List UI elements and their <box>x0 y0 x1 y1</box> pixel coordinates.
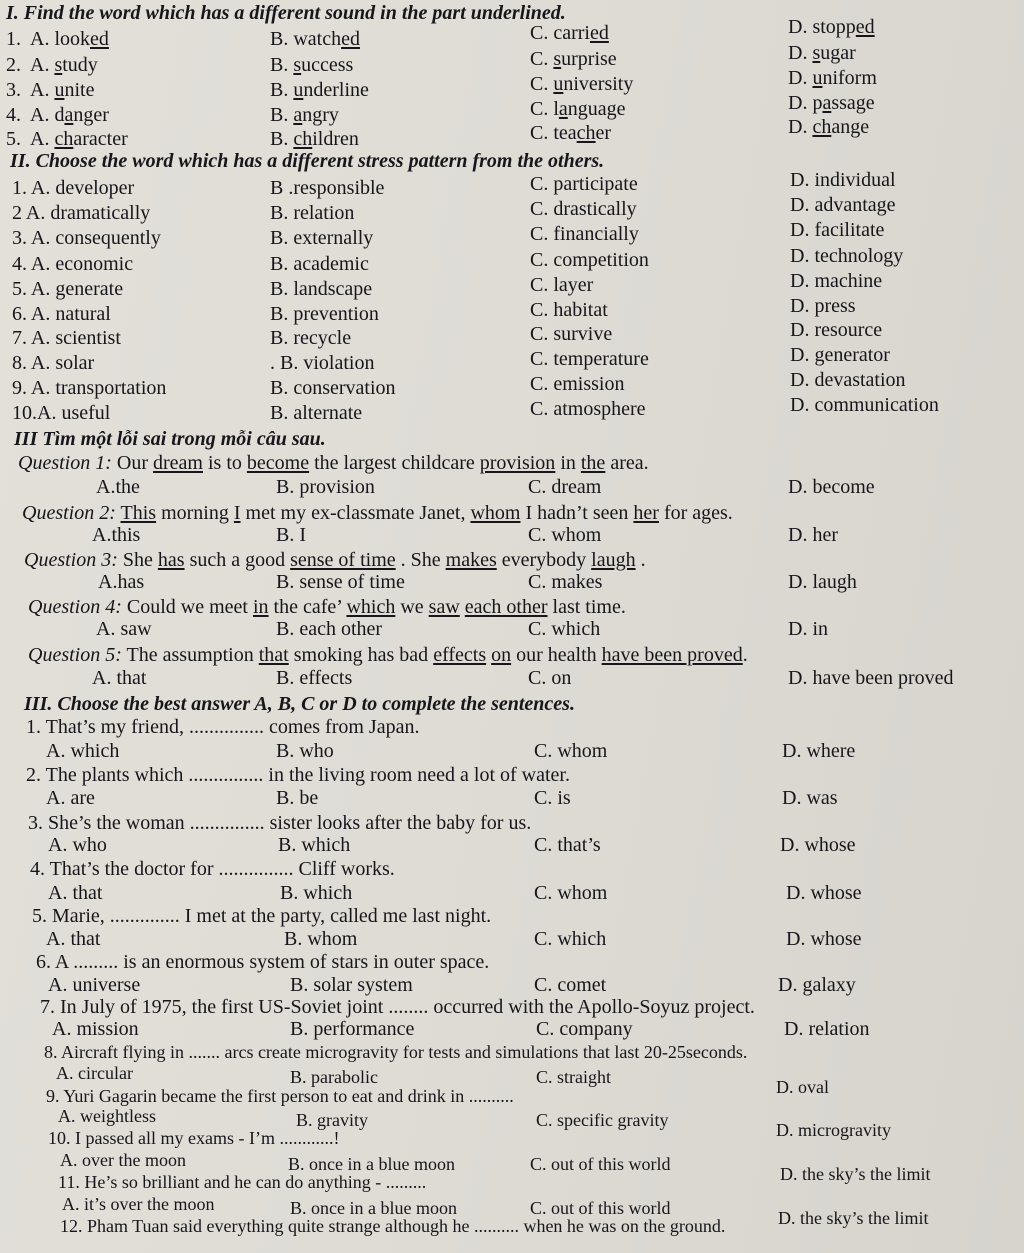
underlined-part: a <box>822 92 832 114</box>
option-b[interactable]: B. parabolic <box>290 1067 378 1087</box>
option-a[interactable]: 3. A. consequently <box>12 227 161 249</box>
option-a[interactable]: 7. A. scientist <box>12 327 121 349</box>
question-row <box>0 16 1024 52</box>
option-a[interactable]: A.this <box>92 524 141 546</box>
section-2-heading: II. Choose the word which has a different stress pattern from the others. <box>10 150 605 172</box>
option-b[interactable]: B. underline <box>270 79 369 101</box>
option-a[interactable]: A.has <box>98 571 145 593</box>
option-b[interactable]: B. each other <box>276 618 383 640</box>
underlined-part: u <box>812 67 823 89</box>
option-d[interactable]: D. individual <box>790 169 896 191</box>
option-a[interactable]: A. who <box>48 834 107 856</box>
option-d[interactable]: D. whose <box>780 834 856 856</box>
underlined-part: s <box>553 48 562 70</box>
question-label: Question 1: <box>18 452 112 474</box>
option-c[interactable]: C. comet <box>534 974 607 996</box>
option-a[interactable]: A. that <box>46 928 101 950</box>
option-c[interactable]: C. straight <box>536 1067 611 1087</box>
answer-row <box>0 524 1024 548</box>
option-c[interactable]: C. university <box>530 73 634 95</box>
option-c[interactable]: C. out of this world <box>530 1154 671 1174</box>
question-label: Question 5: <box>28 644 122 666</box>
underlined-part: ed <box>90 28 109 50</box>
option-a[interactable]: A. that <box>92 667 147 689</box>
option-c[interactable]: C. specific gravity <box>536 1110 669 1130</box>
underlined-part: u <box>293 79 304 101</box>
option-c[interactable]: C. is <box>534 787 571 809</box>
option-a[interactable]: 6. A. natural <box>12 303 111 325</box>
option-b[interactable]: B. relation <box>270 202 355 224</box>
question-number: 5. <box>6 128 21 150</box>
option-a[interactable]: A.the <box>96 476 140 498</box>
option-c[interactable]: C. company <box>536 1018 633 1040</box>
option-a[interactable]: A. mission <box>52 1018 139 1040</box>
option-c[interactable]: C. language <box>530 98 626 120</box>
option-a[interactable]: A. looked <box>30 28 109 50</box>
question-sentence: 8. Aircraft flying in ....... arcs create microgravity for tests and simulations that last 20-25seconds. <box>44 1042 748 1062</box>
question-number: 3. <box>6 79 21 101</box>
underlined-part: become <box>246 452 310 474</box>
question-label: Question 3: <box>24 549 118 571</box>
question-sentence: Question 3: She has such a good sense of time . She makes everybody laugh . <box>24 549 646 571</box>
option-d[interactable]: D. in <box>788 618 828 640</box>
option-c[interactable]: C. emission <box>530 373 625 395</box>
underlined-part: on <box>491 644 512 666</box>
option-d[interactable]: D. microgravity <box>776 1120 891 1140</box>
underlined-part: which <box>346 596 396 618</box>
answer-row <box>0 834 1024 858</box>
option-b[interactable]: B. I <box>276 524 306 546</box>
option-a[interactable]: 1. A. developer <box>12 177 135 199</box>
option-b[interactable]: B .responsible <box>270 177 385 199</box>
option-b[interactable]: B. performance <box>290 1018 415 1040</box>
question-row <box>0 92 1024 128</box>
option-a[interactable]: 5. A. generate <box>12 278 124 300</box>
option-c[interactable]: C. participate <box>530 173 638 195</box>
underlined-part: a <box>64 104 74 126</box>
underlined-part: a <box>293 104 303 126</box>
question-label: Question 4: <box>28 596 122 618</box>
option-c[interactable]: C. makes <box>528 571 603 593</box>
underlined-part: that <box>258 644 289 666</box>
option-d[interactable]: D. communication <box>790 394 939 416</box>
option-c[interactable]: C. layer <box>530 274 594 296</box>
underlined-part: ch <box>54 128 74 150</box>
option-d[interactable]: D. facilitate <box>790 219 885 241</box>
underlined-part: s <box>812 42 821 64</box>
option-c[interactable]: C. dream <box>528 476 602 498</box>
answer-row <box>0 618 1024 642</box>
option-b[interactable]: B. prevention <box>270 303 379 325</box>
option-d[interactable]: D. devastation <box>790 369 906 391</box>
underlined-part: I <box>233 502 241 524</box>
answer-row <box>0 476 1024 500</box>
option-a[interactable]: 2 A. dramatically <box>12 202 151 224</box>
option-d[interactable]: D. whose <box>786 928 862 950</box>
option-c[interactable]: C. temperature <box>530 348 649 370</box>
underlined-part: effects <box>433 644 487 666</box>
option-d[interactable]: D. machine <box>790 270 883 292</box>
underlined-part: ch <box>576 122 596 144</box>
underlined-part: whom <box>470 502 521 524</box>
option-c[interactable]: C. on <box>528 667 572 689</box>
answer-row <box>0 667 1024 691</box>
question-sentence: 2. The plants which ............... in the living room need a lot of water. <box>26 764 570 786</box>
option-d[interactable]: D. where <box>782 740 856 762</box>
option-a[interactable]: A. are <box>46 787 95 809</box>
question-sentence: 3. She’s the woman ............... sister looks after the baby for us. <box>28 812 532 834</box>
underlined-part: ed <box>855 16 875 38</box>
question-sentence: Question 1: Our dream is to become the largest childcare provision in the area. <box>18 452 649 474</box>
underlined-part: ed <box>589 22 609 44</box>
option-c[interactable]: C. drastically <box>530 198 637 220</box>
option-b[interactable]: B. watched <box>270 28 360 50</box>
underlined-part: u <box>54 79 65 101</box>
question-sentence: 11. He’s so brilliant and he can do anything - ......... <box>58 1172 427 1192</box>
option-d[interactable]: D. generator <box>790 344 890 366</box>
option-b[interactable]: B. academic <box>270 253 369 275</box>
question-row <box>0 394 1024 426</box>
option-c[interactable]: C. atmosphere <box>530 398 646 420</box>
question-sentence: Question 4: Could we meet in the cafe’ which we saw each other last time. <box>28 596 626 618</box>
option-b[interactable]: B. whom <box>284 928 358 950</box>
answer-row <box>0 787 1024 811</box>
option-a[interactable]: A. unite <box>30 79 95 101</box>
answer-row <box>0 974 1024 998</box>
question-sentence: 1. That’s my friend, ............... comes from Japan. <box>26 716 420 738</box>
question-label: Question 2: <box>22 502 116 524</box>
option-a[interactable]: A. it’s over the moon <box>62 1194 215 1214</box>
question-sentence: 9. Yuri Gagarin became the first person to eat and drink in .......... <box>46 1086 514 1106</box>
question-sentence: Question 2: This morning I met my ex-classmate Janet, whom I hadn’t seen her for ages. <box>22 502 733 524</box>
option-c[interactable]: C. which <box>528 618 601 640</box>
option-c[interactable]: C. surprise <box>530 48 617 70</box>
option-d[interactable]: D. press <box>790 295 856 317</box>
option-a[interactable]: A. which <box>46 740 120 762</box>
option-b[interactable]: B. gravity <box>296 1110 368 1130</box>
option-a[interactable]: A. weightless <box>58 1106 156 1126</box>
option-a[interactable]: A. character <box>30 128 128 150</box>
question-sentence: 12. Pham Tuan said everything quite strange although he .......... when he was on the ground. <box>60 1216 726 1236</box>
option-b[interactable]: B. which <box>280 882 353 904</box>
option-b[interactable]: B. externally <box>270 227 374 249</box>
option-a[interactable]: A. danger <box>30 104 109 126</box>
question-sentence: 4. That’s the doctor for ............... Cliff works. <box>30 858 395 880</box>
question-row <box>0 270 1024 302</box>
option-d[interactable]: D. resource <box>790 319 883 341</box>
option-d[interactable]: D. stopped <box>788 16 875 38</box>
option-b[interactable]: B. be <box>276 787 319 809</box>
option-b[interactable]: B. once in a blue moon <box>290 1198 457 1218</box>
question-sentence: 5. Marie, .............. I met at the party, called me last night. <box>32 905 492 927</box>
option-d[interactable]: D. oval <box>776 1077 829 1097</box>
underlined-part: ch <box>812 116 832 138</box>
answer-row <box>0 571 1024 595</box>
underlined-part: s <box>54 54 63 76</box>
question-sentence: 6. A ......... is an enormous system of stars in outer space. <box>36 951 490 973</box>
option-d[interactable]: D. laugh <box>788 571 857 593</box>
answer-row <box>0 928 1024 952</box>
option-d[interactable]: D. her <box>788 524 838 546</box>
option-b[interactable]: B. conservation <box>270 377 396 399</box>
option-d[interactable]: D. uniform <box>788 67 877 89</box>
option-d[interactable]: D. whose <box>786 882 862 904</box>
option-b[interactable]: B. who <box>276 740 334 762</box>
underlined-part: dream <box>153 452 203 474</box>
option-d[interactable]: D. sugar <box>788 42 856 64</box>
option-b[interactable]: B. landscape <box>270 278 373 300</box>
option-a[interactable]: 8. A. solar <box>12 352 95 374</box>
underlined-part: laugh <box>591 549 636 571</box>
option-d[interactable]: D. was <box>782 787 838 809</box>
underlined-part: have been proved <box>601 644 743 666</box>
answer-row <box>0 882 1024 906</box>
underlined-part: u <box>553 73 564 95</box>
option-d[interactable]: D. galaxy <box>778 974 856 996</box>
underlined-part: This <box>120 502 157 524</box>
underlined-part: in <box>252 596 269 618</box>
option-c[interactable]: C. whom <box>534 882 608 904</box>
option-b[interactable]: B. recycle <box>270 327 352 349</box>
underlined-part: makes <box>445 549 497 571</box>
option-b[interactable]: B. sense of time <box>276 571 405 593</box>
question-number: 4. <box>6 104 21 126</box>
option-a[interactable]: 4. A. economic <box>12 253 134 275</box>
option-a[interactable]: A. saw <box>96 618 152 640</box>
question-sentence: 7. In July of 1975, the first US-Soviet joint ........ occurred with the Apollo-Soyuz project. <box>40 996 755 1018</box>
option-c[interactable]: C. survive <box>530 323 613 345</box>
question-row <box>0 116 1024 152</box>
underlined-part: has <box>157 549 185 571</box>
underlined-part: a <box>558 98 568 120</box>
option-b[interactable]: B. provision <box>276 476 375 498</box>
option-b[interactable]: B. which <box>278 834 351 856</box>
option-b[interactable]: B. alternate <box>270 402 363 424</box>
option-b[interactable]: B. children <box>270 128 359 150</box>
option-d[interactable]: D. technology <box>790 245 904 267</box>
option-c[interactable]: C. financially <box>530 223 639 245</box>
option-a[interactable]: A. over the moon <box>60 1150 186 1170</box>
underlined-part: her <box>633 502 659 524</box>
option-c[interactable]: C. that’s <box>534 834 601 856</box>
question-number: 1. <box>6 28 21 50</box>
option-d[interactable]: D. passage <box>788 92 875 114</box>
option-c[interactable]: C. habitat <box>530 299 608 321</box>
option-d[interactable]: D. change <box>788 116 870 138</box>
option-d[interactable]: D. the sky’s the limit <box>778 1208 929 1228</box>
option-c[interactable]: C. out of this world <box>530 1198 671 1218</box>
answer-row <box>0 740 1024 764</box>
underlined-part: s <box>293 54 302 76</box>
underlined-part: saw <box>428 596 460 618</box>
option-a[interactable]: A. universe <box>48 974 141 996</box>
option-d[interactable]: D. relation <box>784 1018 870 1040</box>
question-number: 2. <box>6 54 21 76</box>
section-3-heading: III Tìm một lỗi sai trong mỗi câu sau. <box>14 428 326 450</box>
option-d[interactable]: D. advantage <box>790 194 896 216</box>
option-c[interactable]: C. competition <box>530 249 649 271</box>
option-d[interactable]: D. have been proved <box>788 667 954 689</box>
underlined-part: ed <box>341 28 360 50</box>
option-c[interactable]: C. carried <box>530 22 609 44</box>
underlined-part: provision <box>479 452 556 474</box>
option-c[interactable]: C. teacher <box>530 122 612 144</box>
question-sentence: 10. I passed all my exams - I’m ............! <box>48 1128 340 1148</box>
question-sentence: Question 5: The assumption that smoking has bad effects on our health have been proved. <box>28 644 748 666</box>
answer-row <box>0 1018 1024 1042</box>
underlined-part: ch <box>293 128 313 150</box>
option-b[interactable]: B. effects <box>276 667 353 689</box>
option-b[interactable]: B. success <box>270 54 354 76</box>
option-a[interactable]: A. circular <box>56 1063 133 1083</box>
option-a[interactable]: 9. A. transportation <box>12 377 167 399</box>
option-d[interactable]: D. the sky’s the limit <box>780 1164 931 1184</box>
underlined-part: the <box>580 452 606 474</box>
option-b[interactable]: B. angry <box>270 104 339 126</box>
section-1-heading: I. Find the word which has a different sound in the part underlined. <box>6 2 566 24</box>
option-b[interactable]: . B. violation <box>270 352 375 374</box>
option-a[interactable]: A. that <box>48 882 103 904</box>
underlined-part: sense of time <box>290 549 396 571</box>
option-b[interactable]: B. solar system <box>290 974 413 996</box>
underlined-part: each other <box>464 596 548 618</box>
option-b[interactable]: B. once in a blue moon <box>288 1154 455 1174</box>
section-4-heading: III. Choose the best answer A, B, C or D to complete the sentences. <box>24 693 575 715</box>
option-d[interactable]: D. become <box>788 476 875 498</box>
option-c[interactable]: C. which <box>534 928 607 950</box>
option-c[interactable]: C. whom <box>534 740 608 762</box>
option-a[interactable]: A. study <box>30 54 98 76</box>
option-c[interactable]: C. whom <box>528 524 602 546</box>
option-a[interactable]: 10.A. useful <box>12 402 111 424</box>
